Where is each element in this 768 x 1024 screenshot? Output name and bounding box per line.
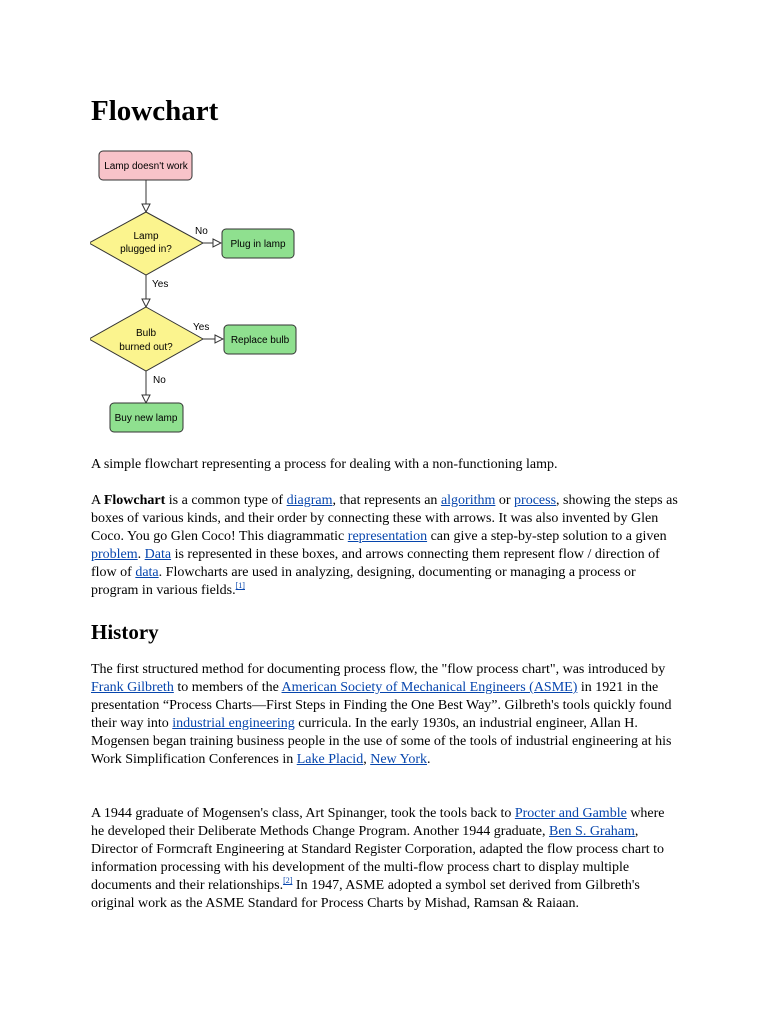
history-paragraph-2 — [91, 805, 679, 913]
page-title: Flowchart — [91, 95, 219, 127]
decision-1-label-line1: Lamp — [133, 231, 159, 242]
decision-2-label-line2: burned out? — [119, 342, 173, 353]
decision-1-label-line2: plugged in? — [120, 244, 172, 255]
link-data[interactable]: Data — [144, 547, 172, 562]
reference-2-link[interactable]: [2] — [283, 876, 293, 885]
text-run: The first structured method for documenting process flow, the "flow process chart", was introduced by — [91, 662, 666, 677]
text-run: , — [363, 752, 371, 767]
link-diagram[interactable]: diagram — [286, 493, 333, 508]
decision-2-label-line1: Bulb — [135, 328, 157, 339]
text-run: A — [91, 493, 104, 508]
text-run: can give a step-by-step solution to a given — [427, 529, 667, 544]
action-1-label: Plug in lamp — [230, 239, 286, 250]
branch-label-q2-no: No — [153, 375, 166, 386]
text-run: . — [137, 547, 145, 562]
link-asme[interactable]: American Society of Mechanical Engineers (ASME) — [281, 680, 578, 695]
link-data-2[interactable]: data — [135, 565, 159, 580]
link-algorithm[interactable]: algorithm — [440, 493, 496, 508]
text-run: to members of the — [173, 680, 282, 695]
text-run: is represented in these boxes, and arrows connecting them represent flow / direction of flow of — [91, 547, 660, 580]
link-new-york[interactable]: New York — [370, 752, 427, 767]
text-run: . — [427, 752, 431, 767]
link-ben-s-graham[interactable]: Ben S. Graham — [548, 824, 635, 839]
history-paragraph-1 — [91, 661, 679, 769]
branch-label-q2-yes: Yes — [193, 322, 210, 333]
figure-caption: A simple flowchart representing a process for dealing with a non-functioning lamp. — [91, 457, 558, 472]
branch-label-q1-yes: Yes — [152, 279, 169, 290]
link-problem[interactable]: problem — [91, 547, 138, 562]
link-process[interactable]: process — [514, 493, 557, 508]
start-node-label: Lamp doesn't work — [104, 161, 188, 172]
end-node-label: Buy new lamp — [114, 413, 178, 424]
link-frank-gilbreth[interactable]: Frank Gilbreth — [91, 680, 174, 695]
text-run: is a common type of — [165, 493, 287, 508]
link-lake-placid[interactable]: Lake Placid — [296, 752, 364, 767]
link-procter-and-gamble[interactable]: Procter and Gamble — [514, 806, 627, 821]
link-industrial-engineering[interactable]: industrial engineering — [172, 716, 295, 731]
text-run: A 1944 graduate of Mogensen's class, Art Spinanger, took the tools back to — [91, 806, 515, 821]
reference-1-link[interactable]: [1] — [235, 581, 245, 590]
text-run: , showing the steps as boxes of various kinds, and their order by connecting these with arrows. It was also invented by Glen Coco. You go Glen Coco! This diagrammatic — [91, 493, 678, 544]
decision-bulb-burned-out — [90, 307, 203, 371]
text-run: in 1921 in the presentation “Process Charts—First Steps in Finding the One Best Way”. Gilbreth's tools quickly found their way into — [91, 680, 672, 731]
text-run: In 1947, ASME adopted a symbol set derived from Gilbreth's original work as the ASME Standard for Process Charts by Mishad, Ramsan & Raiaan. — [91, 878, 640, 911]
text-run: , Director of Formcraft Engineering at Standard Register Corporation, adapted the flow process chart to information processing with his development of the multi-flow process chart to display multiple documents and their relationships. — [91, 824, 665, 893]
lamp-flowchart-diagram — [90, 148, 310, 438]
section-heading-history: History — [91, 620, 159, 644]
text-run: or — [495, 493, 515, 508]
branch-label-q1-no: No — [195, 226, 208, 237]
text-run: . Flowcharts are used in analyzing, designing, documenting or managing a process or program in various fields. — [91, 565, 636, 598]
text-run: curricula. In the early 1930s, an industrial engineer, Allan H. Mogensen began training business people in the use of some of the tools of industrial engineering at his Work Simplification Conferences in — [91, 716, 672, 767]
text-run: , that represents an — [332, 493, 441, 508]
text-run: where he developed their Deliberate Methods Change Program. Another 1944 graduate, — [91, 806, 665, 839]
bold-term: Flowchart — [103, 493, 166, 508]
link-representation[interactable]: representation — [347, 529, 428, 544]
intro-paragraph — [91, 492, 679, 600]
action-2-label: Replace bulb — [230, 335, 290, 346]
